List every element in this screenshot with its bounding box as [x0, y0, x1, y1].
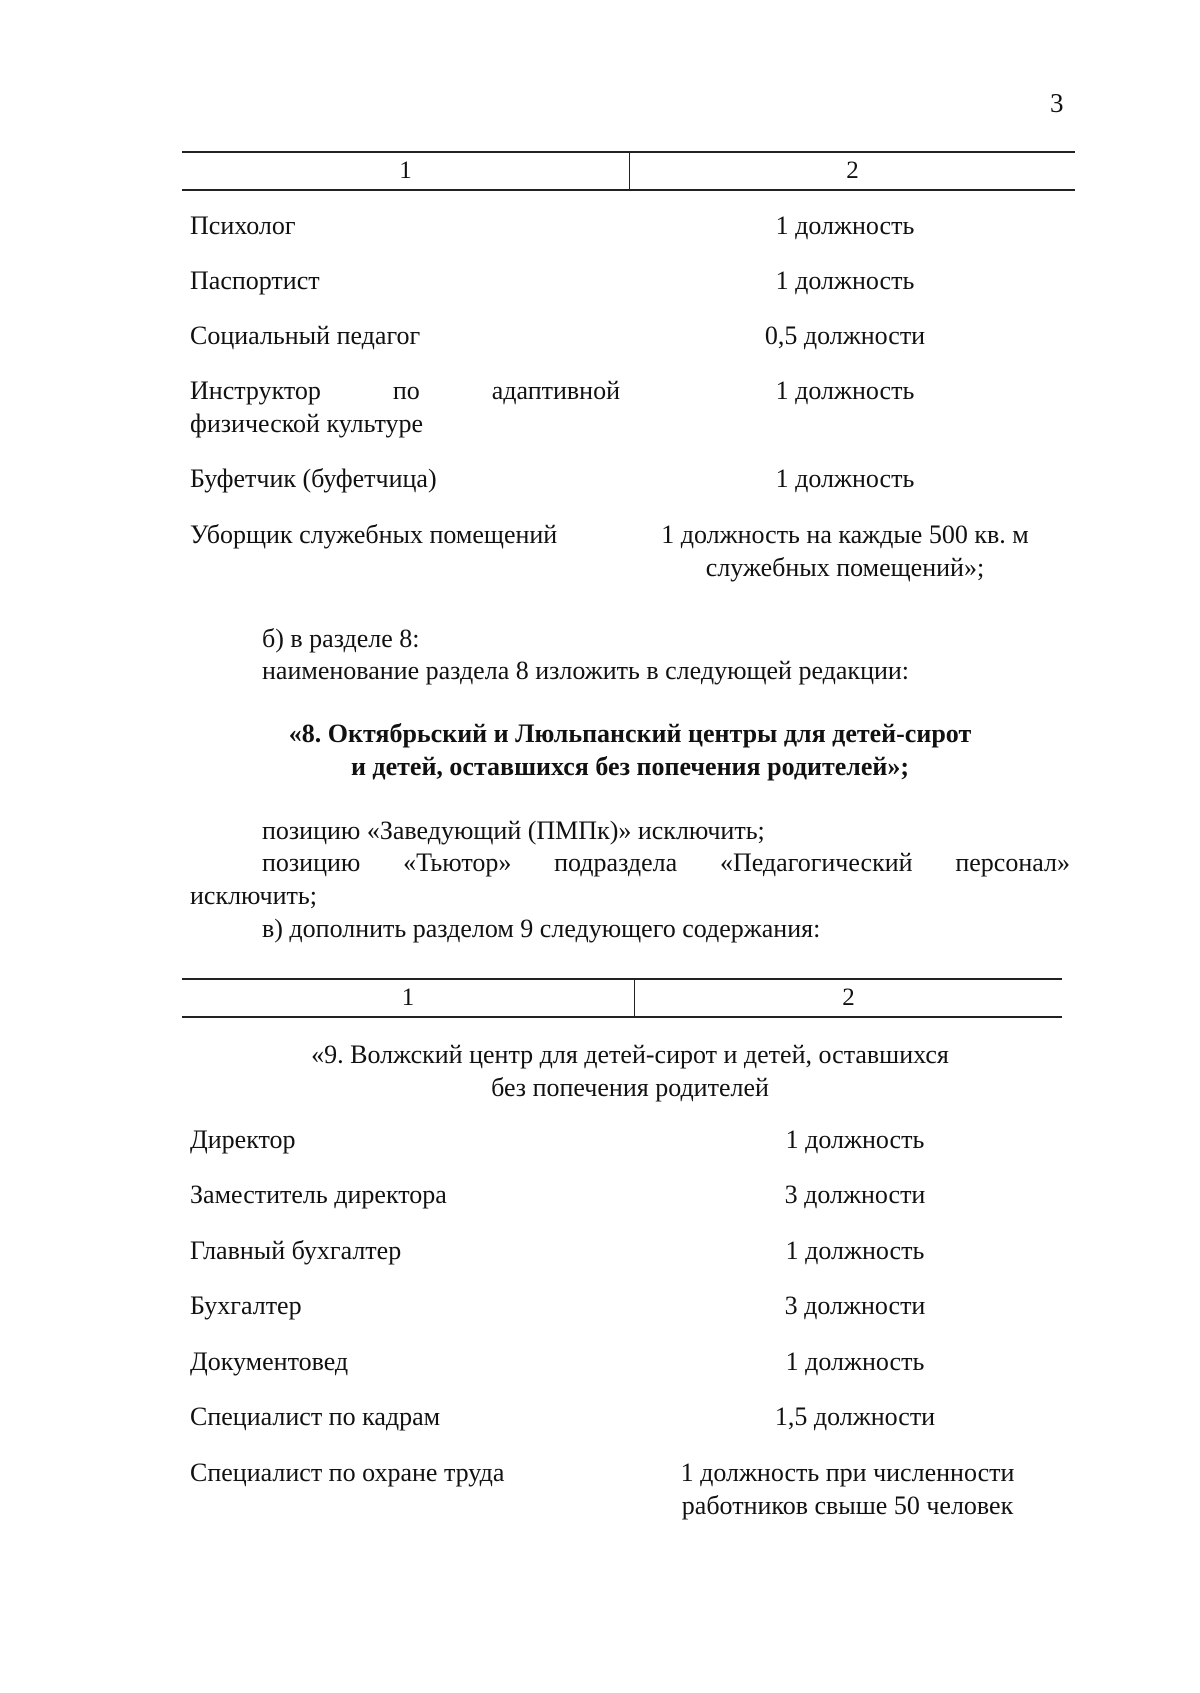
table-row [190, 518, 1070, 594]
position-count: 1 должность [785, 1125, 925, 1154]
position-count: 1 должность при численности работников свыше 50 человек [680, 1458, 1015, 1520]
paragraph-c: в) дополнить разделом 9 следующего содержания: [262, 914, 821, 943]
table2-col1-header: 1 [182, 980, 635, 1016]
position-count: 1,5 должности [774, 1402, 936, 1431]
position-count: 1 должность [775, 376, 915, 405]
position-name: Документовед [190, 1347, 349, 1376]
table1-body [190, 209, 1070, 594]
table1-header [182, 151, 1075, 191]
position-count: 1 должность на каждые 500 кв. м служебных помещений»; [661, 520, 1029, 582]
section9-title-line1: «9. Волжский центр для детей-сирот и детей, оставшихся [311, 1040, 949, 1069]
table-row [190, 462, 1070, 518]
table-row [190, 209, 1070, 264]
paragraph-remove-head: позицию «Заведующий (ПМПк)» исключить; [262, 816, 765, 845]
section8-title-line1: «8. Октябрьский и Люльпанский центры для детей-сирот [288, 719, 972, 748]
position-name: Психолог [190, 211, 296, 240]
table-row [190, 1234, 1070, 1289]
position-name: Директор [190, 1125, 296, 1154]
table-row [190, 264, 1070, 319]
table-row [190, 1345, 1070, 1400]
table2-body [190, 1123, 1070, 1526]
table2-header [182, 978, 1062, 1018]
position-count: 3 должности [784, 1180, 926, 1209]
table-row [190, 374, 1070, 462]
position-name: Специалист по кадрам [190, 1402, 441, 1431]
section9-title [190, 1038, 1070, 1104]
position-count: 1 должность [775, 211, 915, 240]
position-name: Уборщик служебных помещений [190, 520, 558, 549]
position-name: Буфетчик (буфетчица) [190, 464, 437, 493]
section9-title-line2: без попечения родителей [491, 1073, 769, 1102]
paragraph-rename: наименование раздела 8 изложить в следующей редакции: [262, 656, 910, 685]
table-row [190, 1123, 1070, 1178]
position-name: Паспортист [190, 266, 320, 295]
position-count: 1 должность [785, 1347, 925, 1376]
position-name: Социальный педагог [190, 321, 421, 350]
position-count: 0,5 должности [764, 321, 926, 350]
table2-col2-header: 2 [842, 984, 855, 1011]
table-row [190, 319, 1070, 374]
table-row [190, 1178, 1070, 1234]
paragraph-remove-tutor-line1: позицию «Тьютор» подраздела «Педагогический персонал» [262, 848, 1070, 877]
position-count: 3 должности [784, 1291, 926, 1320]
table-row [190, 1289, 1070, 1345]
table-row [190, 1400, 1070, 1456]
position-name: Заместитель директора [190, 1180, 447, 1209]
position-name: Главный бухгалтер [190, 1236, 402, 1265]
page-number: 3 [1050, 88, 1064, 118]
table-row [190, 1456, 1070, 1526]
position-name: Инструктор по адаптивной физической культуре [190, 376, 620, 438]
paragraph-remove-tutor-line2: исключить; [190, 881, 317, 910]
paragraph-b: б) в разделе 8: [262, 624, 420, 653]
position-name: Бухгалтер [190, 1291, 302, 1320]
position-name: Специалист по охране труда [190, 1458, 505, 1487]
position-count: 1 должность [775, 464, 915, 493]
section8-title-line2: и детей, оставшихся без попечения родителей»; [350, 752, 910, 781]
table1-col2-header: 2 [846, 157, 859, 184]
table1-col1-header: 1 [182, 153, 630, 189]
section8-title [190, 717, 1070, 783]
position-count: 1 должность [785, 1236, 925, 1265]
position-count: 1 должность [775, 266, 915, 295]
